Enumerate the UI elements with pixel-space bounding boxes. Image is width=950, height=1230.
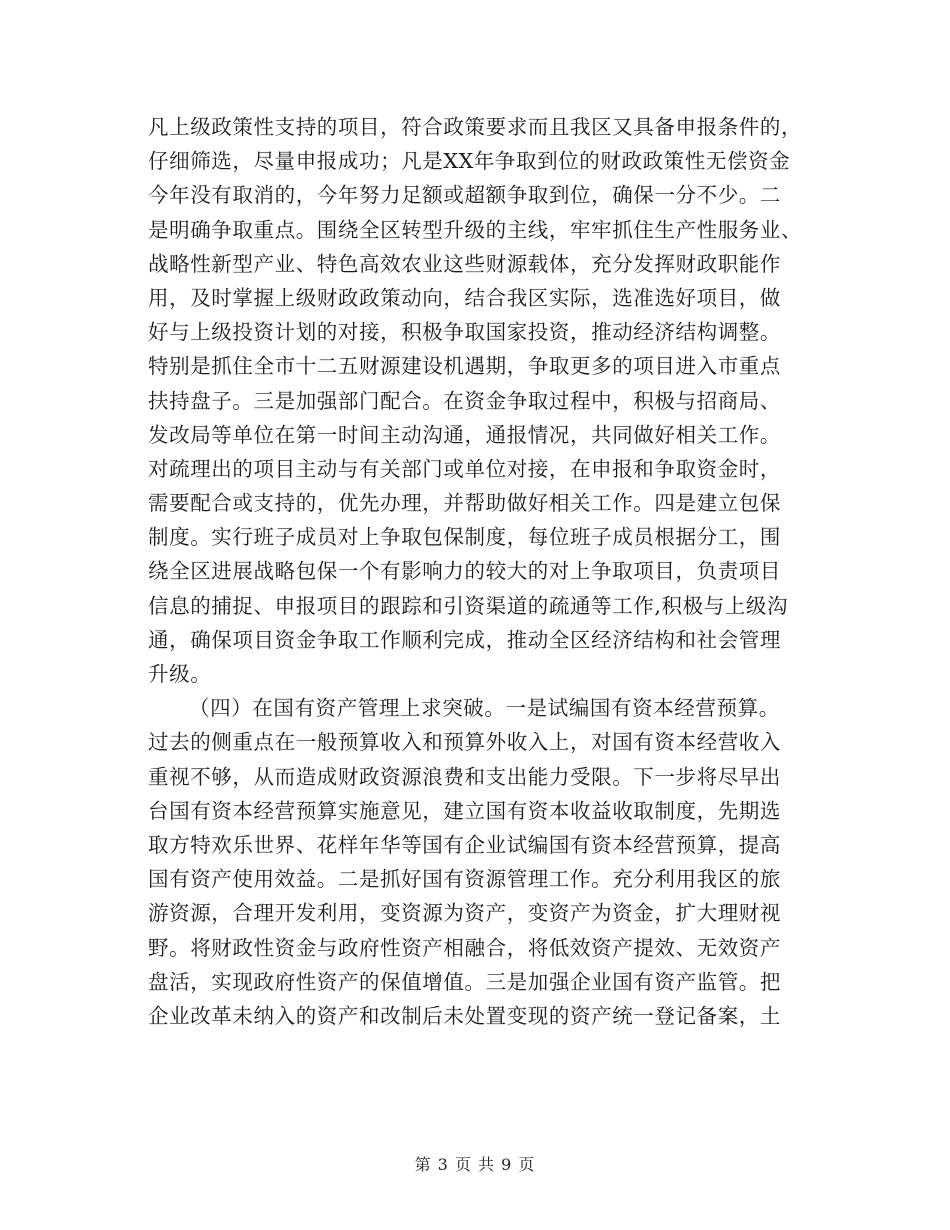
body-text	[148, 110, 804, 1033]
text-line: 盘活，实现政府性资产的保值增值。三是加强企业国有资产监管。把	[148, 969, 781, 994]
text-line: 信息的捕捉、申报项目的跟踪和引资渠道的疏通等工作,积极与上级沟	[148, 593, 789, 618]
text-line: 需要配合或支持的，优先办理，并帮助做好相关工作。四是建立包保	[148, 491, 781, 516]
text-line: 凡上级政策性支持的项目，符合政策要求而且我区又具备申报条件的，	[148, 115, 803, 139]
text-line: 升级。	[148, 662, 212, 686]
text-line: 战略性新型产业、特色高效农业这些财源载体，充分发挥财政职能作	[148, 251, 781, 276]
text-line: 好与上级投资计划的对接，积极争取国家投资，推动经济结构调整。	[148, 320, 781, 345]
text-line: 今年没有取消的，今年努力足额或超额争取到位，确保一分不少。二	[148, 183, 781, 208]
text-line: 通，确保项目资金争取工作顺利完成，推动全区经济结构和社会管理	[148, 627, 781, 652]
text-line: 发改局等单位在第一时间主动沟通，通报情况，共同做好相关工作。	[148, 422, 781, 447]
page-number-footer: 第 3 页 共 9 页	[414, 1155, 536, 1174]
text-line: 国有资产使用效益。二是抓好国有资源管理工作。充分利用我区的旅	[148, 867, 781, 892]
text-line: 仔细筛选，尽量申报成功；凡是XX年争取到位的财政政策性无偿资金	[148, 149, 791, 174]
text-line: 重视不够，从而造成财政资源浪费和支出能力受限。下一步将尽早出	[148, 764, 781, 789]
text-line: 取方特欢乐世界、花样年华等国有企业试编国有资本经营预算，提高	[148, 832, 781, 857]
text-line: 野。将财政性资金与政府性资产相融合，将低效资产提效、无效资产	[148, 935, 781, 960]
text-line: 用，及时掌握上级财政政策动向，结合我区实际，选准选好项目，做	[148, 285, 781, 310]
text-line: 对疏理出的项目主动与有关部门或单位对接，在申报和争取资金时，	[148, 456, 781, 481]
text-line: 绕全区进展战略包保一个有影响力的较大的对上争取项目，负责项目	[148, 559, 781, 584]
text-line: 扶持盘子。三是加强部门配合。在资金争取过程中，积极与招商局、	[148, 388, 781, 413]
text-line: 是明确争取重点。围绕全区转型升级的主线，牢牢抓住生产性服务业、	[148, 217, 803, 242]
text-line: 游资源，合理开发利用，变资源为资产，变资产为资金，扩大理财视	[148, 901, 781, 926]
text-line: 企业改革未纳入的资产和改制后未处置变现的资产统一登记备案，土	[148, 1003, 781, 1028]
text-line: 制度。实行班子成员对上争取包保制度，每位班子成员根据分工，围	[148, 525, 781, 550]
section-heading-line: （四）在国有资产管理上求突破。一是试编国有资本经营预算。	[189, 696, 780, 721]
text-line: 过去的侧重点在一般预算收入和预算外收入上，对国有资本经营收入	[148, 730, 781, 755]
text-line: 特别是抓住全市十二五财源建设机遇期，争取更多的项目进入市重点	[148, 354, 781, 379]
text-line: 台国有资本经营预算实施意见，建立国有资本收益收取制度，先期选	[148, 798, 781, 823]
